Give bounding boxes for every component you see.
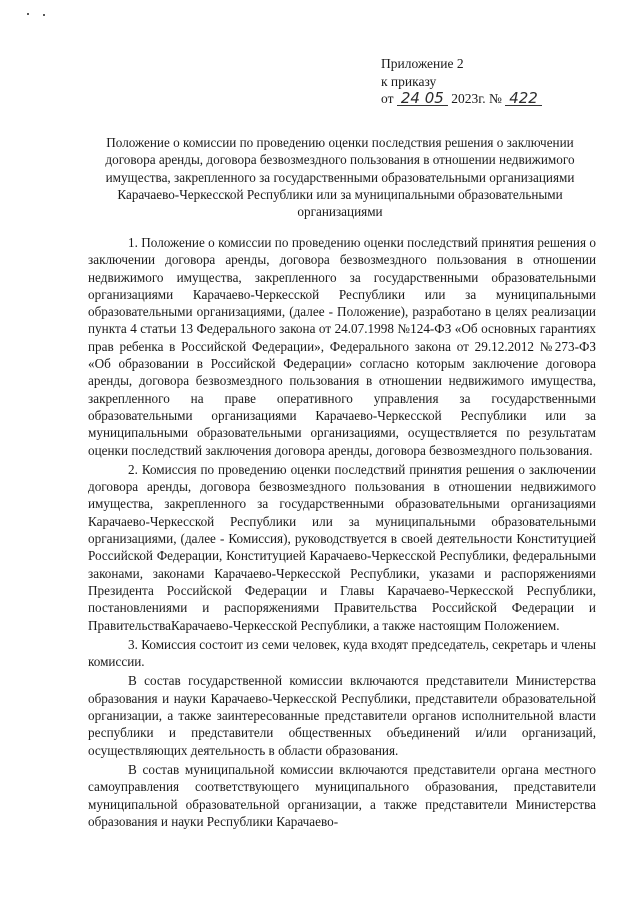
paragraph-1: 1. Положение о комиссии по проведению оценки последствий принятия решения о заключении договора аренды, договора безвозмездного пользования в отношении недвижимого имущества, закрепленного за государственными образовательными организациями Карачаево-Черкесской Республики или за муниципальными образовательными организациями, (далее - Положение), разработано в целях реализации пункта 4 статьи 13 Федерального закона от 24.07.1998 №124-ФЗ «Об основных гарантиях прав ребенка в Российской Федерации», Федерального закона от 29.12.2012 №273-ФЗ «Об образовании в Российской Федерации» согласно которым заключение договора аренды, договора безвозмездного пользования в отношении недвижимого имущества, закрепленного на праве оперативного управления за государственными образовательными организациями Карачаево-Черкесской Республики или за муниципальными образовательными организациями, осуществляется по результатам оценки последствий заключения договора аренды, договора безвозмездного пользования. — [88, 235, 596, 458]
paragraph-3: 3. Комиссия состоит из семи человек, куда входят председатель, секретарь и члены комиссии. — [88, 636, 596, 670]
scan-speck — [27, 13, 29, 15]
handwritten-date: 24 05 — [397, 91, 448, 106]
scan-speck — [43, 14, 45, 16]
date-prefix: от — [381, 91, 394, 106]
paragraph-2: 2. Комиссия по проведению оценки последствий принятия решения о заключении договора аренды, договора безвозмездного пользования в отношении недвижимого имущества, закрепленного за государственными образовательными организациями Карачаево-Черкесской Республики или за муниципальными образовательными организациями, (далее - Комиссия), руководствуется в своей деятельности Конституцией Российской Федерации, Конституцией Карачаево-Черкесской Республики, федеральными законами, законами Карачаево-Черкесской Республики, указами и распоряжениями Президента Российской Федерации и Главы Карачаево-Черкесской Республики, постановлениями и распоряжениями Правительства Российской Федерации и ПравительстваКарачаево-Черкесской Республики, а также настоящим Положением. — [88, 461, 596, 633]
annex-date-line — [381, 90, 601, 108]
handwritten-number: 422 — [505, 91, 542, 106]
document-body — [88, 234, 596, 832]
paragraph-5: В состав муниципальной комиссии включаются представители органа местного самоуправления соответствующего муниципального образования, представители муниципальной образовательной организации, а также представители Министерства образования и науки Республики Карачаево- — [88, 761, 596, 829]
paragraph-4: В состав государственной комиссии включаются представители Министерства образования и науки Карачаево-Черкесской Республики, представители образовательной организации, а также заинтересованные представители органов исполнительной власти республики и представители общественных объединений и/или организаций, осуществляющих деятельность в области образования. — [88, 673, 596, 758]
document-title: Положение о комиссии по проведению оценки последствия решения о заключении договора аренды, договора безвозмездного пользования в отношении недвижимого имущества, закрепленного за государственными образовательными организациями Карачаево-Черкесской Республики или за муниципальными образовательными организациями — [105, 135, 575, 220]
annex-order: к приказу — [381, 73, 437, 89]
date-year: 2023г. — [451, 91, 486, 106]
annex-block — [381, 55, 601, 108]
number-sign: № — [488, 91, 502, 106]
annex-title: Приложение 2 — [381, 56, 464, 71]
